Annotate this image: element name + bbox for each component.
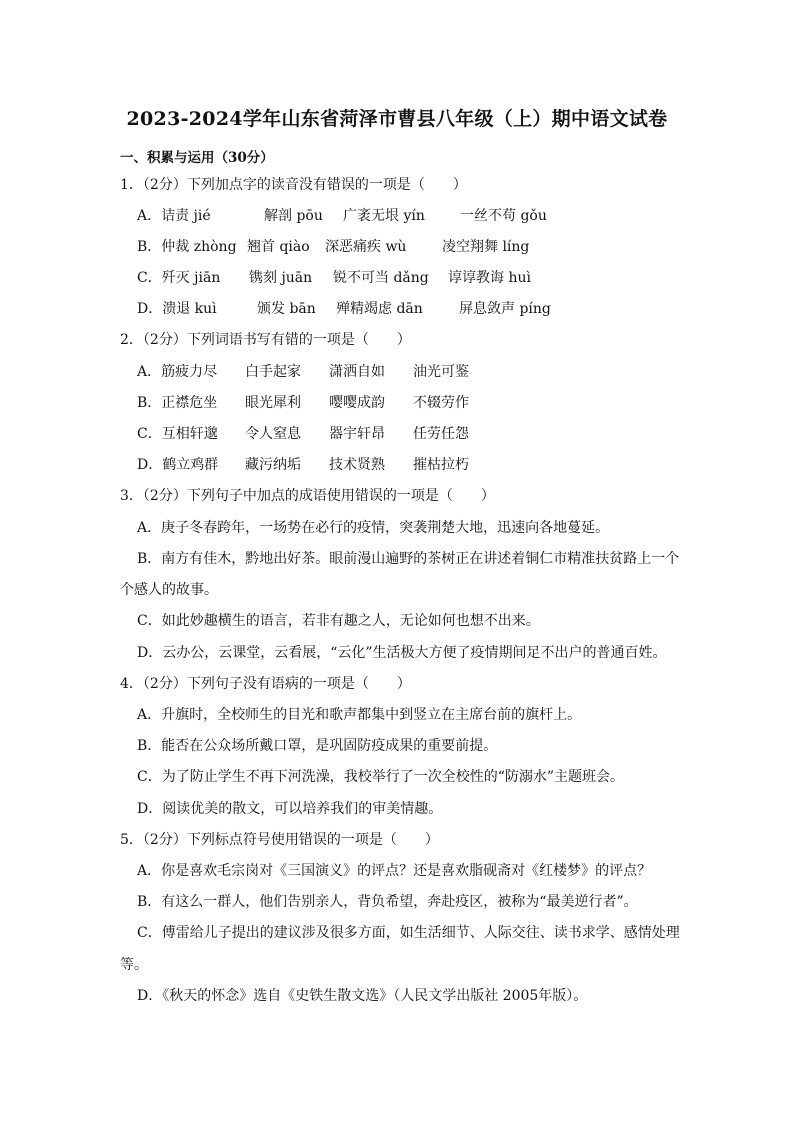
q1-b-3: 深恶痛疾 wù bbox=[325, 239, 407, 255]
q2-b-4: 不辍劳作 bbox=[413, 395, 469, 411]
q2-a-2: 白手起家 bbox=[245, 364, 301, 380]
q2-b-2: 眼光犀利 bbox=[245, 395, 301, 411]
q4-option-c: C．为了防止学生不再下河洗澡，我校举行了一次全校性的“防溺水”主题班会。 bbox=[137, 769, 625, 785]
q5-option-c-line1: C．傅雷给儿子提出的建议涉及很多方面，如生活细节、人际交往、读书求学、感情处理 bbox=[137, 925, 680, 941]
q5-option-a: A．你是喜欢毛宗岗对《三国演义》的评点？还是喜欢脂砚斋对《红楼梦》的评点？ bbox=[137, 863, 652, 879]
q2-c-4: 任劳任怨 bbox=[413, 426, 469, 442]
q3-option-b-line2: 个感人的故事。 bbox=[120, 582, 218, 598]
section-heading: 一、积累与运用（30分） bbox=[120, 150, 274, 166]
q1-b-4: 凌空翔舞 líng bbox=[442, 239, 530, 255]
question-3-stem: 3．（2分）下列句子中加点的成语使用错误的一项是（ ） bbox=[120, 488, 495, 504]
q5-option-c-line2: 等。 bbox=[120, 957, 148, 973]
q4-option-a: A．升旗时，全校师生的目光和歌声都集中到竖立在主席台前的旗杆上。 bbox=[137, 707, 582, 723]
question-2-stem: 2．（2分）下列词语书写有错的一项是（ ） bbox=[120, 332, 411, 348]
q1-b-1: B．仲裁 zhòng bbox=[137, 239, 237, 255]
q1-b-2: 翘首 qiào bbox=[247, 239, 310, 255]
q2-c-1: C．互相轩邈 bbox=[137, 426, 218, 442]
q4-option-d: D．阅读优美的散文，可以培养我们的审美情趣。 bbox=[137, 801, 443, 817]
q3-option-a: A．庚子冬春跨年，一场势在必行的疫情，突袭荆楚大地，迅速向各地蔓延。 bbox=[137, 520, 610, 536]
q2-c-3: 器宇轩昂 bbox=[329, 426, 385, 442]
q1-c-1: C．歼灭 jiān bbox=[137, 270, 221, 286]
q4-option-b: B．能否在公众场所戴口罩，是巩固防疫成果的重要前提。 bbox=[137, 738, 498, 754]
question-4-stem: 4．（2分）下列句子没有语病的一项是（ ） bbox=[120, 676, 411, 692]
q1-a-4: 一丝不苟 gǒu bbox=[460, 208, 547, 224]
q2-a-4: 油光可鉴 bbox=[413, 364, 469, 380]
page-title: 2023-2024学年山东省菏泽市曹县八年级（上）期中语文试卷 bbox=[126, 108, 668, 130]
q1-d-2: 颁发 bān bbox=[257, 301, 316, 317]
q2-a-3: 潇洒自如 bbox=[329, 364, 385, 380]
q5-option-b: B．有这么一群人，他们告别亲人，背负希望，奔赴疫区，被称为“最美逆行者”。 bbox=[137, 894, 638, 910]
q1-d-1: D．溃退 kuì bbox=[137, 301, 217, 317]
q2-d-1: D．鹤立鸡群 bbox=[137, 457, 219, 473]
q3-option-d: D．云办公，云课堂，云看展，“云化”生活极大方便了疫情期间足不出户的普通百姓。 bbox=[137, 645, 667, 661]
q1-a-3: 广袤无垠 yín bbox=[343, 208, 425, 224]
q3-option-c: C．如此妙趣横生的语言，若非有趣之人，无论如何也想不出来。 bbox=[137, 613, 540, 629]
q2-d-4: 摧枯拉朽 bbox=[413, 457, 469, 473]
q1-c-4: 谆谆教诲 huì bbox=[448, 270, 531, 286]
q1-d-3: 殚精竭虑 dān bbox=[336, 301, 423, 317]
q2-d-2: 藏污纳垢 bbox=[245, 457, 301, 473]
q1-c-2: 镌刻 juān bbox=[249, 270, 313, 286]
q2-d-3: 技术贤熟 bbox=[329, 457, 385, 473]
q1-a-1: A．诘责 jié bbox=[137, 208, 211, 224]
q5-option-d: D．《秋天的怀念》选自《史铁生散文选》（人民文学出版社 2005年版）。 bbox=[137, 988, 588, 1004]
q1-a-2: 解剖 pōu bbox=[264, 208, 323, 224]
question-1-stem: 1．（2分）下列加点字的读音没有错误的一项是（ ） bbox=[120, 177, 467, 193]
q2-b-3: 嘤嘤成韵 bbox=[329, 395, 385, 411]
q2-b-1: B．正襟危坐 bbox=[137, 395, 218, 411]
q3-option-b-line1: B．南方有佳木，黔地出好茶。眼前漫山遍野的茶树正在讲述着铜仁市精准扶贫路上一个 bbox=[137, 551, 680, 567]
q1-c-3: 锐不可当 dǎng bbox=[333, 270, 429, 286]
question-5-stem: 5．（2分）下列标点符号使用错误的一项是（ ） bbox=[120, 832, 439, 848]
q2-a-1: A．筋疲力尽 bbox=[137, 364, 218, 380]
q2-c-2: 令人窒息 bbox=[245, 426, 301, 442]
q1-d-4: 屏息敛声 píng bbox=[459, 301, 551, 317]
